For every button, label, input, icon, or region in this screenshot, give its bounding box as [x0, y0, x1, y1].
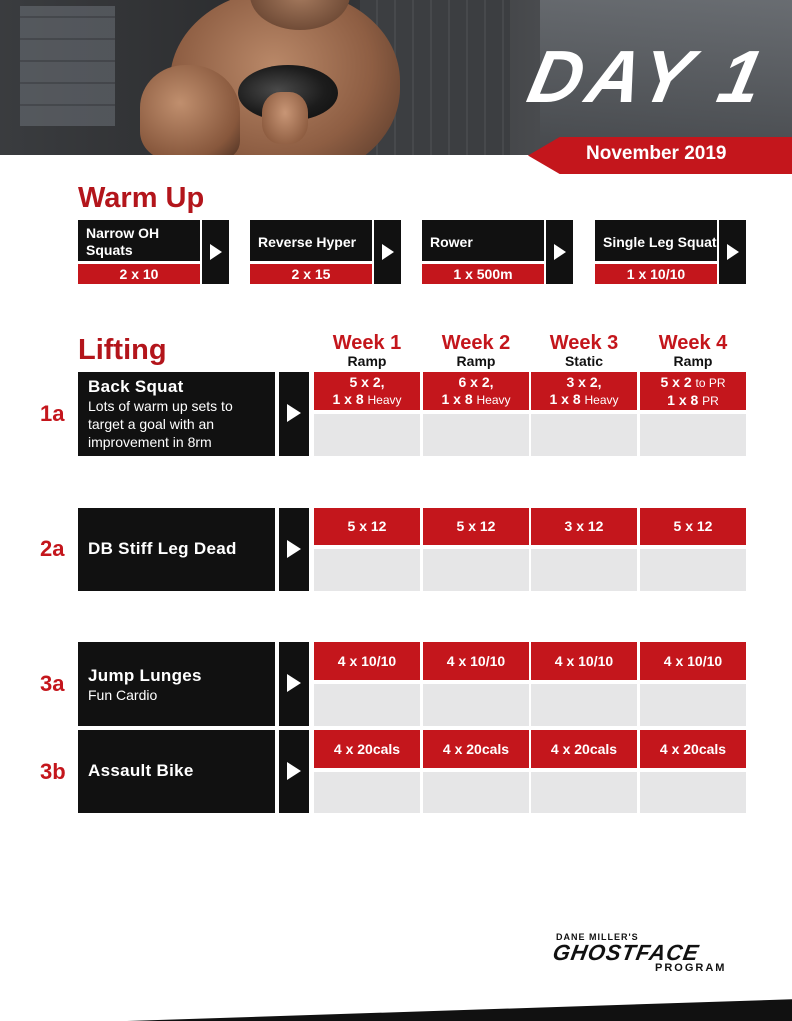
- week-cell: 4 x 10/10: [314, 642, 420, 680]
- entry-cell[interactable]: [640, 684, 746, 726]
- cell-note: Heavy: [367, 393, 402, 407]
- background-window: [20, 6, 115, 126]
- cell-line: 5 x 2: [660, 374, 692, 390]
- cell-line: 3 x 2,: [566, 374, 602, 390]
- play-arrow-icon[interactable]: [279, 642, 309, 726]
- week-sub: Static: [564, 353, 604, 369]
- cell-line: 6 x 2,: [458, 374, 494, 390]
- warmup-item-name: Single Leg Squat: [595, 220, 717, 261]
- lifting-title: Lifting: [78, 334, 167, 366]
- play-arrow-icon[interactable]: [374, 220, 401, 284]
- warmup-item-sets: 2 x 10: [78, 264, 200, 284]
- entry-cell[interactable]: [423, 549, 529, 591]
- week-label: Week 1: [332, 332, 402, 354]
- week-cell: 4 x 10/10: [640, 642, 746, 680]
- warmup-item-name: Rower: [422, 220, 544, 261]
- entry-cell[interactable]: [640, 772, 746, 813]
- cell-note: PR: [702, 394, 719, 408]
- play-arrow-icon[interactable]: [279, 372, 309, 456]
- cell-line: 5 x 2,: [349, 374, 385, 390]
- week-cell: 5 x 12: [640, 508, 746, 545]
- warmup-item-name: Narrow OH Squats: [78, 220, 200, 261]
- exercise-name: Back Squat: [88, 377, 184, 396]
- play-arrow-icon[interactable]: [546, 220, 573, 284]
- exercise-name: DB Stiff Leg Dead: [88, 539, 237, 558]
- header-photo: [0, 0, 792, 155]
- exercise-number: 1a: [40, 401, 65, 426]
- week-cell: 4 x 20cals: [423, 730, 529, 768]
- entry-cell[interactable]: [640, 549, 746, 591]
- entry-cell[interactable]: [314, 772, 420, 813]
- warmup-title: Warm Up: [78, 182, 205, 214]
- week-cell: [314, 372, 420, 410]
- logo-subtitle: PROGRAM: [655, 962, 727, 974]
- week-cell: 4 x 10/10: [531, 642, 637, 680]
- exercise-note: Fun Cardio: [88, 687, 158, 703]
- week-cell: [640, 372, 746, 410]
- week-cell: 4 x 20cals: [640, 730, 746, 768]
- week-cell: 5 x 12: [423, 508, 529, 545]
- warmup-item[interactable]: [595, 220, 746, 284]
- week-header: [314, 333, 420, 368]
- week-header: [640, 333, 746, 368]
- entry-cell[interactable]: [531, 684, 637, 726]
- entry-cell[interactable]: [314, 414, 420, 456]
- logo-byline: DANE MILLER'S: [556, 932, 639, 942]
- footer-band: [0, 990, 792, 1021]
- cell-line: 1 x 8: [332, 391, 364, 407]
- entry-cell[interactable]: [314, 549, 420, 591]
- exercise-box[interactable]: [78, 642, 275, 726]
- exercise-number: 2a: [40, 536, 65, 561]
- athlete-fist: [262, 92, 308, 144]
- entry-cell[interactable]: [531, 772, 637, 813]
- week-label: Week 2: [441, 332, 511, 354]
- entry-cell[interactable]: [423, 684, 529, 726]
- warmup-item[interactable]: [250, 220, 401, 284]
- cell-note: to PR: [695, 376, 726, 390]
- entry-cell[interactable]: [640, 414, 746, 456]
- week-cell: 5 x 12: [314, 508, 420, 545]
- week-sub: Ramp: [673, 353, 713, 369]
- exercise-note: Lots of warm up sets to target a goal with an improvement in 8rm: [88, 398, 233, 450]
- cell-line: 1 x 8: [441, 391, 473, 407]
- cell-line: 1 x 8: [549, 391, 581, 407]
- warmup-item-sets: 1 x 500m: [422, 264, 544, 284]
- week-cell: [531, 372, 637, 410]
- week-label: Week 3: [549, 332, 619, 354]
- entry-cell[interactable]: [314, 684, 420, 726]
- entry-cell[interactable]: [531, 549, 637, 591]
- play-arrow-icon[interactable]: [202, 220, 229, 284]
- week-cell: 4 x 10/10: [423, 642, 529, 680]
- week-cell: 4 x 20cals: [531, 730, 637, 768]
- month-label: November 2019: [586, 143, 727, 164]
- logo-wordmark: GHOSTFACE: [550, 940, 702, 965]
- entry-cell[interactable]: [423, 414, 529, 456]
- exercise-box[interactable]: [78, 372, 275, 456]
- week-cell: 4 x 20cals: [314, 730, 420, 768]
- week-label: Week 4: [658, 332, 728, 354]
- warmup-item[interactable]: [422, 220, 573, 284]
- exercise-number: 3b: [40, 759, 66, 784]
- exercise-box[interactable]: [78, 508, 275, 591]
- play-arrow-icon[interactable]: [279, 730, 309, 813]
- athlete-arm: [140, 65, 240, 155]
- week-sub: Ramp: [347, 353, 387, 369]
- exercise-box[interactable]: [78, 730, 275, 813]
- week-sub: Ramp: [456, 353, 496, 369]
- cell-line: 1 x 8: [667, 392, 699, 408]
- entry-cell[interactable]: [423, 772, 529, 813]
- cell-note: Heavy: [584, 393, 619, 407]
- warmup-item[interactable]: [78, 220, 229, 284]
- week-header: [531, 333, 637, 368]
- week-header: [423, 333, 529, 368]
- exercise-name: Assault Bike: [88, 761, 194, 780]
- cell-note: Heavy: [476, 393, 511, 407]
- warmup-item-name: Reverse Hyper: [250, 220, 372, 261]
- warmup-item-sets: 1 x 10/10: [595, 264, 717, 284]
- play-arrow-icon[interactable]: [279, 508, 309, 591]
- entry-cell[interactable]: [531, 414, 637, 456]
- play-arrow-icon[interactable]: [719, 220, 746, 284]
- day-title: DAY 1: [521, 35, 775, 118]
- warmup-item-sets: 2 x 15: [250, 264, 372, 284]
- exercise-name: Jump Lunges: [88, 666, 202, 685]
- exercise-number: 3a: [40, 671, 65, 696]
- week-cell: 3 x 12: [531, 508, 637, 545]
- week-cell: [423, 372, 529, 410]
